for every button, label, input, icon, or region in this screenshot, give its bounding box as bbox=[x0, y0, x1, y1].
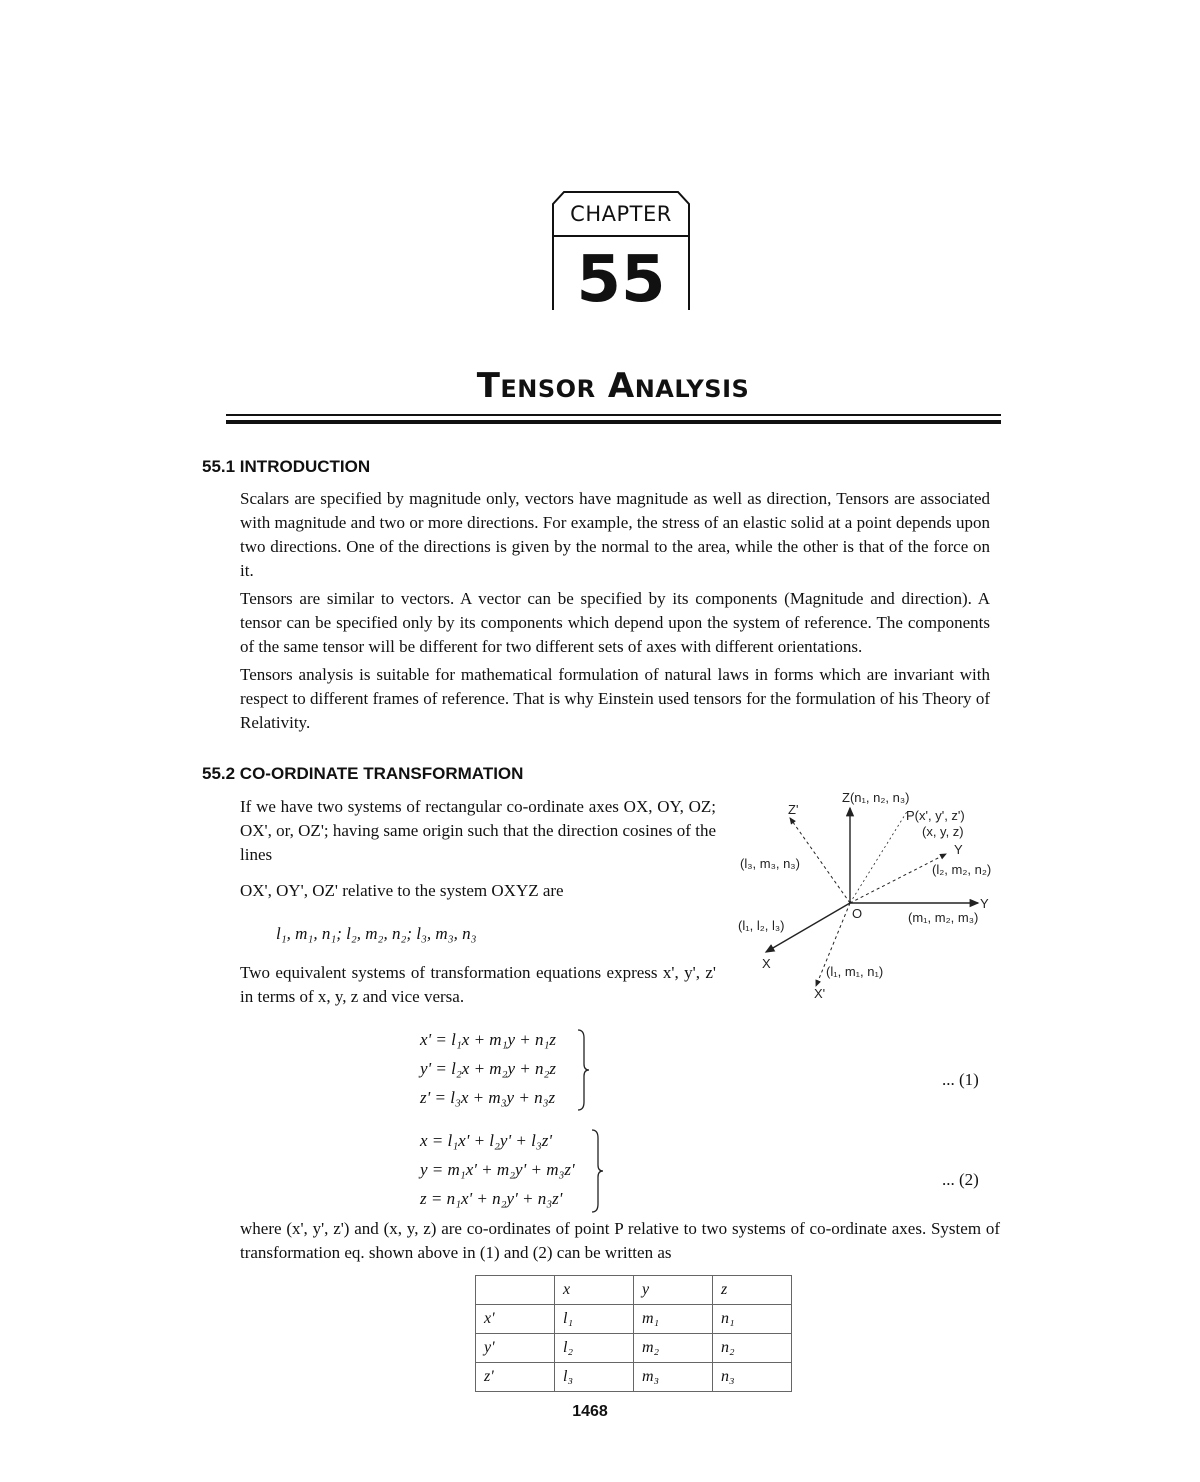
diagram-label-x: X bbox=[762, 956, 771, 971]
page-number: 1468 bbox=[572, 1403, 608, 1420]
table-header-cell: x bbox=[555, 1276, 634, 1305]
diagram-label-z-prime: Z' bbox=[788, 802, 799, 817]
equation-1-line: z' = l₃x + m₃y + n₃z bbox=[420, 1088, 556, 1107]
diagram-label-l3: (l₃, m₃, n₃) bbox=[740, 856, 800, 871]
section-heading-coordinate-transformation: 55.2 CO-ORDINATE TRANSFORMATION bbox=[202, 764, 524, 783]
table-cell: y' bbox=[476, 1334, 555, 1363]
title-rule-thick bbox=[226, 420, 1001, 424]
section-heading-introduction: 55.1 INTRODUCTION bbox=[202, 457, 371, 476]
table-cell: n₂ bbox=[713, 1334, 792, 1363]
transformation-table bbox=[475, 1275, 792, 1392]
diagram-label-l: (l₁, l₂, l₃) bbox=[738, 918, 785, 933]
table-cell: l₁ bbox=[555, 1305, 634, 1334]
table-row bbox=[476, 1334, 792, 1363]
diagram-label-m: (m₁, m₂, m₃) bbox=[908, 910, 979, 925]
table-cell: l₂ bbox=[555, 1334, 634, 1363]
diagram-label-y: Y bbox=[980, 896, 989, 911]
table-cell: m₁ bbox=[634, 1305, 713, 1334]
table-cell: x' bbox=[476, 1305, 555, 1334]
diagram-label-y-prime: Y bbox=[954, 842, 963, 857]
table-row bbox=[476, 1363, 792, 1392]
equation-2-brace bbox=[590, 1128, 604, 1214]
equation-2-line: z = n₁x' + n₂y' + n₃z' bbox=[420, 1189, 563, 1208]
table-cell: z' bbox=[476, 1363, 555, 1392]
table-header-cell: z bbox=[713, 1276, 792, 1305]
chapter-title: Tensor Analysis bbox=[476, 366, 750, 406]
equation-2-line: x = l₁x' + l₂y' + l₃z' bbox=[420, 1131, 552, 1150]
equation-1-brace bbox=[576, 1028, 590, 1112]
chapter-number: 55 bbox=[576, 243, 666, 317]
table-header-row bbox=[476, 1276, 792, 1305]
table-cell: n₁ bbox=[713, 1305, 792, 1334]
coordinate-axes-diagram bbox=[728, 780, 1018, 1010]
title-rule-thin bbox=[226, 414, 1001, 416]
chapter-label: CHAPTER bbox=[570, 202, 672, 226]
introduction-body bbox=[240, 487, 990, 739]
diagram-label-origin: O bbox=[852, 906, 863, 921]
intro-paragraph: Tensors analysis is suitable for mathematical formulation of natural laws in forms which are invariant with respect to different frames of reference. That is why Einstein used tensors for the formulation of his Theory of Relativity. bbox=[240, 665, 990, 732]
table-header-cell: y bbox=[634, 1276, 713, 1305]
transformation-intro-text: If we have two systems of rectangular co-ordinate axes OX, OY, OZ; OX', or, OZ'; having same origin such that the direction cosines of the lines bbox=[240, 797, 716, 864]
where-text: where (x', y', z') and (x, y, z) are co-ordinates of point P relative to two systems of co-ordinate axes. System of transformation eq. shown above in (1) and (2) can be written as bbox=[240, 1219, 1000, 1262]
table-cell: l₃ bbox=[555, 1363, 634, 1392]
diagram-label-l2: (l₂, m₂, n₂) bbox=[932, 862, 992, 877]
table-cell: m₂ bbox=[634, 1334, 713, 1363]
equations-intro-text: Two equivalent systems of transformation equations express x', y', z' in terms of x, y, z and vice versa. bbox=[240, 963, 716, 1006]
equation-1-line: x' = l₁x + m₁y + n₁z bbox=[420, 1030, 557, 1049]
table-cell: m₃ bbox=[634, 1363, 713, 1392]
table-row bbox=[476, 1305, 792, 1334]
transformation-relative-text: OX', OY', OZ' relative to the system OXYZ are bbox=[240, 881, 564, 900]
op-line bbox=[850, 810, 908, 903]
equation-1-number: ... (1) bbox=[942, 1070, 979, 1089]
intro-paragraph: Tensors are similar to vectors. A vector can be specified by its components (Magnitude and direction). A tensor can be specified only by its components which depend upon the system of reference. The components of the same tensor will be different for two different sets of axes with different orientations. bbox=[240, 589, 990, 656]
diagram-label-p-prime: P(x', y', z') bbox=[906, 808, 965, 823]
intro-paragraph: Scalars are specified by magnitude only, vectors have magnitude as well as direction, Tensors are associated with magnitude and two or more directions. For example, the stress of an elastic solid at a point depends upon two directions. One of the directions is given by the normal to the area, while the other is that of the force on it. bbox=[240, 489, 990, 580]
diagram-label-l1: (l₁, m₁, n₁) bbox=[826, 964, 884, 979]
table-header-cell bbox=[476, 1276, 555, 1305]
direction-cosines: l₁, m₁, n₁; l₂, m₂, n₂; l₃, m₃, n₃ bbox=[276, 924, 477, 943]
equation-2-number: ... (2) bbox=[942, 1170, 979, 1189]
diagram-label-z: Z(n₁, n₂, n₃) bbox=[842, 790, 910, 805]
diagram-label-p: (x, y, z) bbox=[922, 824, 964, 839]
equation-1-line: y' = l₂x + m₂y + n₂z bbox=[420, 1059, 557, 1078]
table-cell: n₃ bbox=[713, 1363, 792, 1392]
diagram-label-x-prime: X' bbox=[814, 986, 826, 1001]
equation-2-line: y = m₁x' + m₂y' + m₃z' bbox=[420, 1160, 575, 1179]
